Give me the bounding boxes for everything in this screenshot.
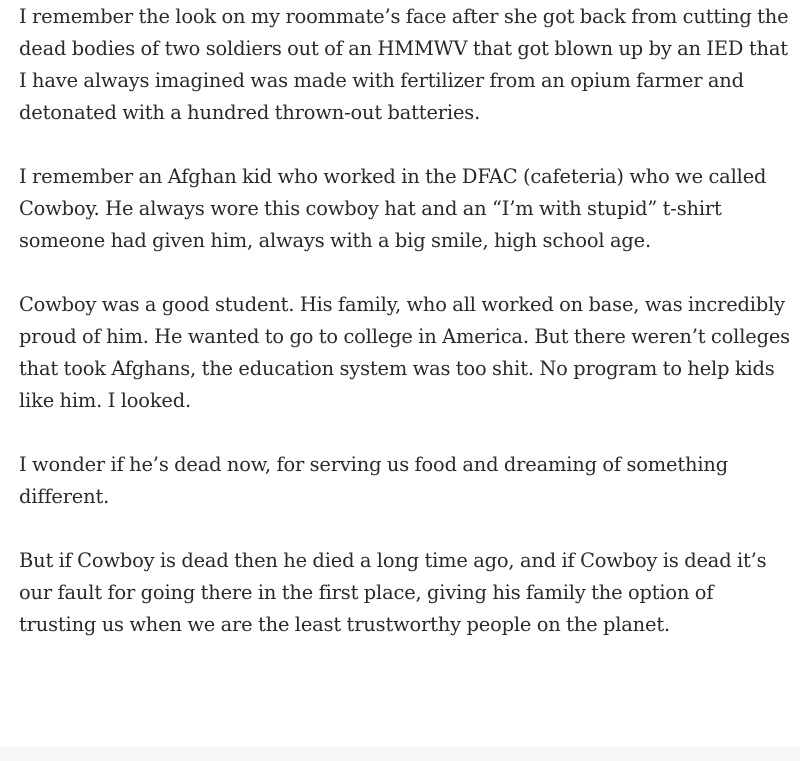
- bottom-divider: [0, 747, 800, 761]
- paragraph-cowboy-intro: I remember an Afghan kid who worked in the DFAC (cafeteria) who we called Cowboy. He always wore this cowboy hat and an “I’m with stupid” t-shirt someone had given him, always with a big smile, high school age.: [19, 165, 767, 252]
- paragraph-cowboy-student: Cowboy was a good student. His family, who all worked on base, was incredibly proud of him. He wanted to go to college in America. But there weren’t colleges that took Afghans, the education system was too shit. No program to help kids like him. I looked.: [19, 293, 790, 412]
- paragraph-fault: But if Cowboy is dead then he died a long time ago, and if Cowboy is dead it’s our fault for going there in the first place, giving his family the option of trusting us when we are the least trustworthy people on the planet.: [19, 549, 767, 636]
- article-body: [19, 1, 791, 641]
- paragraph-roommate: I remember the look on my roommate’s face after she got back from cutting the dead bodies of two soldiers out of an HMMWV that got blown up by an IED that I have always imagined was made with fertilizer from an opium farmer and detonated with a hundred thrown-out batteries.: [19, 5, 789, 124]
- paragraph-wonder: I wonder if he’s dead now, for serving us food and dreaming of something different.: [19, 453, 728, 508]
